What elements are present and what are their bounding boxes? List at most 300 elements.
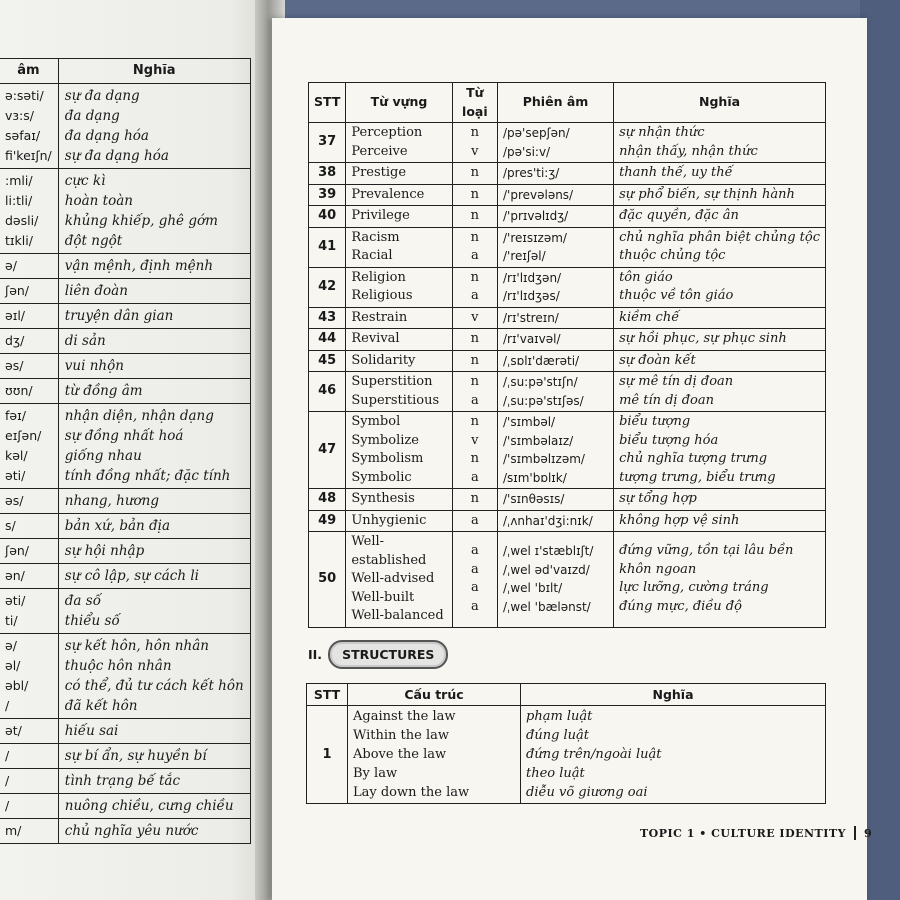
row-number: 46 xyxy=(309,372,346,412)
phonetic-cell xyxy=(497,123,613,163)
meaning-text: khôn ngoan xyxy=(619,561,697,577)
phonetic-text: /ˌwel 'bælənst/ xyxy=(502,599,591,614)
meaning-text: sự đồng nhất hoá xyxy=(64,428,184,444)
meaning-text: sự mê tín dị đoan xyxy=(619,374,734,389)
meaning-text: diễu võ giương oai xyxy=(526,785,648,800)
phonetic-text: /sɪm'bɒlɪk/ xyxy=(502,470,567,485)
meaning-cell xyxy=(58,589,250,634)
phonetic-text: / xyxy=(5,748,10,763)
meaning-text: sự hồi phục, sự phục sinh xyxy=(619,331,787,346)
structure-text: Above the law xyxy=(353,747,447,762)
structures-header-meaning: Nghĩa xyxy=(521,684,826,706)
phonetic-text: /ˌʌnhaɪ'dʒi:nɪk/ xyxy=(502,513,593,528)
meaning-text: nhận diện, nhận dạng xyxy=(64,408,214,424)
phonetic-text: ən/ xyxy=(5,568,25,583)
meaning-text: tượng trưng, biểu trưng xyxy=(619,469,776,485)
meaning-text: vui nhộn xyxy=(64,358,124,374)
word-cell xyxy=(346,412,452,489)
table-row xyxy=(0,744,250,769)
meaning-cell xyxy=(58,329,250,354)
meaning-cell xyxy=(58,354,250,379)
vocab-word: Religion xyxy=(351,269,406,285)
phonetic-text: / xyxy=(5,773,10,788)
vocab-word: Religious xyxy=(351,288,413,303)
part-of-speech: n xyxy=(470,451,480,466)
phonetic-cell xyxy=(0,794,58,819)
meaning-text: đã kết hôn xyxy=(64,698,138,714)
structure-text: By law xyxy=(353,766,398,781)
word-cell xyxy=(346,163,452,185)
vocab-word: Restrain xyxy=(351,309,408,325)
part-of-speech: a xyxy=(470,512,479,528)
meaning-text: sự phổ biến, sự thịnh hành xyxy=(619,186,795,202)
phonetic-text: ə/ xyxy=(5,638,17,653)
phonetic-text: /'sɪmbəlaɪz/ xyxy=(502,433,574,448)
phonetic-text: eɪʃən/ xyxy=(5,428,42,443)
phonetic-text: /ˌsu:pə'stɪʃn/ xyxy=(502,375,578,389)
meaning-text: sự đa dạng xyxy=(64,88,140,104)
table-row xyxy=(309,489,826,511)
meaning-text: sự đa dạng hóa xyxy=(64,148,169,164)
pos-cell xyxy=(452,123,497,163)
table-row xyxy=(0,514,250,539)
meaning-text: tính đồng nhất; đặc tính xyxy=(64,468,231,484)
phonetic-text: s/ xyxy=(5,518,16,533)
meaning-cell xyxy=(614,329,826,351)
meaning-cell xyxy=(614,123,826,163)
meaning-cell xyxy=(58,744,250,769)
phonetic-cell xyxy=(0,539,58,564)
phonetic-cell xyxy=(0,769,58,794)
phonetic-cell xyxy=(497,412,613,489)
table-row xyxy=(0,169,250,254)
meaning-cell xyxy=(614,227,826,267)
meaning-text: sự nhận thức xyxy=(619,125,705,140)
phonetic-text: ʊʊn/ xyxy=(5,383,33,398)
left-header-meaning: Nghĩa xyxy=(58,59,250,84)
part-of-speech: n xyxy=(470,491,480,506)
meaning-cell xyxy=(58,769,250,794)
meaning-text: đa dạng hóa xyxy=(64,128,149,144)
part-of-speech: a xyxy=(470,580,479,596)
meaning-cell xyxy=(58,539,250,564)
word-cell xyxy=(346,489,452,511)
section-title: STRUCTURES xyxy=(328,640,448,669)
meaning-text: chủ nghĩa tượng trưng xyxy=(619,451,768,466)
phonetic-text: əti/ xyxy=(5,468,26,483)
word-cell xyxy=(346,350,452,372)
pos-cell xyxy=(452,163,497,185)
table-row xyxy=(309,307,826,329)
pos-cell xyxy=(452,206,497,228)
pos-cell xyxy=(452,329,497,351)
part-of-speech: n xyxy=(470,186,480,202)
phonetic-text: / xyxy=(5,798,10,813)
phonetic-text: /pə'sepʃən/ xyxy=(502,126,570,140)
meaning-text: đa số xyxy=(64,593,101,609)
phonetic-text: səfaɪ/ xyxy=(5,128,41,143)
meaning-text: chủ nghĩa yêu nước xyxy=(64,823,199,839)
phonetic-text: /'prɪvəlɪdʒ/ xyxy=(502,209,569,223)
meaning-text: cực kì xyxy=(64,173,106,189)
vocab-word: Privilege xyxy=(351,208,410,223)
table-row xyxy=(0,539,250,564)
table-row xyxy=(0,769,250,794)
phonetic-text: ʃən/ xyxy=(5,543,30,558)
meaning-cell xyxy=(58,489,250,514)
meaning-text: theo luật xyxy=(526,766,585,781)
meaning-cell xyxy=(614,412,826,489)
left-header-phonetic: âm xyxy=(0,59,58,84)
phonetic-cell xyxy=(0,564,58,589)
structures-header-structure: Cấu trúc xyxy=(348,684,521,706)
meaning-text: lực lưỡng, cường tráng xyxy=(619,580,769,596)
vocab-word: Solidarity xyxy=(351,352,416,368)
phonetic-text: əl/ xyxy=(5,658,21,673)
table-row xyxy=(0,794,250,819)
meaning-cell xyxy=(521,706,826,804)
section-heading xyxy=(306,638,448,670)
part-of-speech: v xyxy=(471,309,479,325)
phonetic-text: /ˌwel əd'vaɪzd/ xyxy=(502,562,590,577)
table-row xyxy=(309,163,826,185)
part-of-speech: n xyxy=(470,269,480,285)
phonetic-text: fəɪ/ xyxy=(5,408,26,423)
phonetic-cell xyxy=(0,354,58,379)
phonetic-cell xyxy=(0,589,58,634)
phonetic-text: əs/ xyxy=(5,358,24,373)
part-of-speech: v xyxy=(471,432,479,448)
word-cell xyxy=(346,123,452,163)
word-cell xyxy=(346,267,452,307)
phonetic-text: ti/ xyxy=(5,613,18,628)
phonetic-cell xyxy=(497,227,613,267)
part-of-speech: a xyxy=(470,392,479,408)
phonetic-cell xyxy=(497,184,613,206)
phonetic-cell xyxy=(0,489,58,514)
vocab-word: Perception xyxy=(351,125,423,140)
meaning-cell xyxy=(614,489,826,511)
phonetic-text: kəl/ xyxy=(5,448,28,463)
part-of-speech: n xyxy=(470,331,480,346)
meaning-cell xyxy=(58,794,250,819)
phonetic-cell xyxy=(0,634,58,719)
meaning-text: nhang, hương xyxy=(64,493,159,509)
row-number: 40 xyxy=(309,206,346,228)
part-of-speech: a xyxy=(470,543,479,559)
phonetic-cell xyxy=(497,206,613,228)
meaning-cell xyxy=(614,532,826,628)
meaning-text: hiếu sai xyxy=(64,723,119,739)
phonetic-text: /ˌsɒlɪ'dærəti/ xyxy=(502,353,580,368)
meaning-text: có thể, đủ tư cách kết hôn xyxy=(64,678,244,694)
phonetic-text: /rɪ'lɪdʒəs/ xyxy=(502,289,560,303)
meaning-text: nuông chiều, cưng chiều xyxy=(64,798,234,814)
meaning-cell xyxy=(58,514,250,539)
table-row xyxy=(309,123,826,163)
meaning-text: tôn giáo xyxy=(619,269,673,285)
row-number: 44 xyxy=(309,329,346,351)
phonetic-text: /rɪ'lɪdʒən/ xyxy=(502,270,562,285)
meaning-text: từ đồng âm xyxy=(64,383,143,399)
pos-cell xyxy=(452,350,497,372)
meaning-cell xyxy=(58,404,250,489)
left-vocab-table xyxy=(0,58,251,844)
phonetic-text: :mli/ xyxy=(5,173,33,188)
section-number: II. xyxy=(308,646,323,662)
meaning-cell xyxy=(614,206,826,228)
word-cell xyxy=(346,307,452,329)
pos-cell xyxy=(452,184,497,206)
meaning-cell xyxy=(58,819,250,844)
meaning-cell xyxy=(58,84,250,169)
phonetic-text: əbl/ xyxy=(5,678,29,693)
word-cell xyxy=(346,329,452,351)
phonetic-cell xyxy=(497,350,613,372)
row-number: 47 xyxy=(309,412,346,489)
phonetic-cell xyxy=(0,254,58,279)
meaning-text: khủng khiếp, ghê gớm xyxy=(64,213,218,229)
phonetic-cell xyxy=(497,307,613,329)
vocab-word: Symbolism xyxy=(351,451,424,466)
structure-text: Against the law xyxy=(353,709,456,724)
meaning-text: phạm luật xyxy=(526,709,593,724)
vocab-word: Synthesis xyxy=(351,491,415,506)
left-table-header xyxy=(0,59,250,84)
table-row xyxy=(309,350,826,372)
row-number: 45 xyxy=(309,350,346,372)
meaning-cell xyxy=(58,564,250,589)
vocab-header-row xyxy=(309,83,826,123)
table-row xyxy=(0,304,250,329)
phonetic-text: / xyxy=(5,698,10,713)
phonetic-text: əti/ xyxy=(5,593,26,608)
phonetic-text: /'sɪmbəlɪzəm/ xyxy=(502,452,585,466)
phonetic-cell xyxy=(0,514,58,539)
phonetic-text: /'sɪmbəl/ xyxy=(502,415,556,429)
word-cell xyxy=(346,206,452,228)
structures-table xyxy=(306,683,826,804)
phonetic-text: li:tli/ xyxy=(5,193,33,208)
vocab-header-word: Từ vựng xyxy=(346,83,452,123)
vocab-word: Revival xyxy=(351,331,400,346)
pos-cell xyxy=(452,412,497,489)
phonetic-text: ət/ xyxy=(5,723,22,738)
table-row xyxy=(0,719,250,744)
table-row xyxy=(309,267,826,307)
vocab-word: Racism xyxy=(351,229,400,245)
table-row xyxy=(0,379,250,404)
phonetic-text: /ˌsu:pə'stɪʃəs/ xyxy=(502,393,584,408)
table-row xyxy=(309,372,826,412)
part-of-speech: n xyxy=(470,125,480,140)
phonetic-text: dʒ/ xyxy=(5,333,25,348)
vocab-word: Unhygienic xyxy=(351,512,427,528)
part-of-speech: a xyxy=(470,248,479,263)
row-number: 48 xyxy=(309,489,346,511)
meaning-cell xyxy=(614,510,826,532)
row-number: 38 xyxy=(309,163,346,185)
word-cell xyxy=(346,227,452,267)
phonetic-cell xyxy=(0,744,58,769)
phonetic-cell xyxy=(497,163,613,185)
meaning-text: di sản xyxy=(64,333,106,349)
structure-text: Within the law xyxy=(353,728,450,743)
pos-cell xyxy=(452,267,497,307)
phonetic-cell xyxy=(0,819,58,844)
pos-cell xyxy=(452,532,497,628)
part-of-speech: a xyxy=(470,469,479,485)
phonetic-text: /pə'si:v/ xyxy=(502,144,551,159)
pos-cell xyxy=(452,227,497,267)
meaning-text: đột ngột xyxy=(64,233,123,249)
vocab-word: Prestige xyxy=(351,165,407,180)
meaning-cell xyxy=(58,169,250,254)
meaning-text: thuộc hôn nhân xyxy=(64,658,172,674)
meaning-cell xyxy=(614,307,826,329)
meaning-text: sự cô lập, sự cách li xyxy=(64,568,199,584)
meaning-cell xyxy=(614,184,826,206)
row-number: 41 xyxy=(309,227,346,267)
phonetic-text: /ˌwel 'bɪlt/ xyxy=(502,581,563,596)
structures-header-stt: STT xyxy=(307,684,348,706)
meaning-text: đặc quyền, đặc ân xyxy=(619,208,739,223)
meaning-text: liên đoàn xyxy=(64,283,128,299)
phonetic-text: /'sɪnθəsɪs/ xyxy=(502,492,565,506)
part-of-speech: n xyxy=(470,414,480,429)
meaning-text: đúng luật xyxy=(526,728,590,743)
phonetic-cell xyxy=(0,719,58,744)
meaning-text: đa dạng xyxy=(64,108,120,124)
meaning-text: không hợp vệ sinh xyxy=(619,512,740,528)
phonetic-cell xyxy=(0,279,58,304)
footer-topic: TOPIC 1 • CULTURE IDENTITY xyxy=(640,826,846,840)
meaning-text: sự hội nhập xyxy=(64,543,145,559)
meaning-cell xyxy=(58,379,250,404)
meaning-text: đứng vững, tồn tại lâu bền xyxy=(619,543,794,559)
word-cell xyxy=(346,372,452,412)
meaning-cell xyxy=(614,350,826,372)
meaning-text: biểu tượng hóa xyxy=(619,432,719,448)
vocab-table xyxy=(308,82,826,628)
pos-cell xyxy=(452,372,497,412)
meaning-text: sự kết hôn, hôn nhân xyxy=(64,638,209,654)
phonetic-cell xyxy=(497,489,613,511)
structure-cell xyxy=(348,706,521,804)
word-cell xyxy=(346,532,452,628)
vocab-word: Symbolic xyxy=(351,469,412,485)
meaning-text: kiềm chế xyxy=(619,309,680,325)
vocab-word: Superstition xyxy=(351,374,433,389)
meaning-text: thanh thế, uy thế xyxy=(619,165,733,180)
vocab-word: Well-built xyxy=(351,589,415,605)
table-row xyxy=(307,706,826,804)
pos-cell xyxy=(452,510,497,532)
phonetic-text: /'reɪʃəl/ xyxy=(502,249,546,263)
phonetic-text: m/ xyxy=(5,823,22,838)
meaning-cell xyxy=(58,279,250,304)
phonetic-cell xyxy=(0,169,58,254)
phonetic-cell xyxy=(0,84,58,169)
part-of-speech: n xyxy=(470,374,480,389)
meaning-text: thuộc chủng tộc xyxy=(619,248,726,263)
meaning-text: sự đoàn kết xyxy=(619,352,696,368)
phonetic-text: ə:səti/ xyxy=(5,88,44,103)
meaning-text: giống nhau xyxy=(64,448,142,464)
table-row xyxy=(309,412,826,489)
table-row xyxy=(309,329,826,351)
vocab-word: Racial xyxy=(351,248,393,263)
phonetic-cell xyxy=(497,329,613,351)
table-row xyxy=(0,819,250,844)
meaning-text: sự tổng hợp xyxy=(619,491,697,506)
structures-header-row xyxy=(307,684,826,706)
phonetic-text: ʃən/ xyxy=(5,283,30,298)
vocab-word: Perceive xyxy=(351,143,408,159)
vocab-word: Symbolize xyxy=(351,432,419,448)
vocab-word: Symbol xyxy=(351,414,401,429)
meaning-cell xyxy=(58,719,250,744)
row-number: 1 xyxy=(307,706,348,804)
phonetic-text: vɜ:s/ xyxy=(5,108,34,123)
table-row xyxy=(309,510,826,532)
phonetic-cell xyxy=(0,379,58,404)
footer-divider xyxy=(854,826,856,840)
phonetic-text: fi'keɪʃn/ xyxy=(5,148,52,163)
vocab-word: Well-balanced xyxy=(351,608,444,623)
meaning-cell xyxy=(58,304,250,329)
phonetic-text: tɪkli/ xyxy=(5,233,33,248)
row-number: 43 xyxy=(309,307,346,329)
table-row xyxy=(0,329,250,354)
phonetic-text: əs/ xyxy=(5,493,24,508)
part-of-speech: n xyxy=(470,208,480,223)
phonetic-text: dəsli/ xyxy=(5,213,39,228)
phonetic-text: /'prevələns/ xyxy=(502,187,574,202)
row-number: 42 xyxy=(309,267,346,307)
phonetic-text: /rɪ'vaɪvəl/ xyxy=(502,332,561,346)
phonetic-cell xyxy=(0,404,58,489)
vocab-word: Prevalence xyxy=(351,186,425,202)
phonetic-cell xyxy=(0,329,58,354)
row-number: 50 xyxy=(309,532,346,628)
meaning-cell xyxy=(58,254,250,279)
row-number: 37 xyxy=(309,123,346,163)
meaning-text: tình trạng bế tắc xyxy=(64,773,181,789)
table-row xyxy=(309,227,826,267)
meaning-text: truyện dân gian xyxy=(64,308,174,324)
phonetic-cell xyxy=(497,510,613,532)
phonetic-text: ə/ xyxy=(5,258,17,273)
part-of-speech: a xyxy=(470,561,479,577)
meaning-cell xyxy=(58,634,250,719)
table-row xyxy=(0,279,250,304)
structure-text: Lay down the law xyxy=(353,785,470,800)
word-cell xyxy=(346,184,452,206)
table-row xyxy=(0,489,250,514)
word-cell xyxy=(346,510,452,532)
phonetic-cell xyxy=(497,267,613,307)
phonetic-text: /rɪ'streɪn/ xyxy=(502,310,559,325)
phonetic-text: /ˌwel ɪ'stæblɪʃt/ xyxy=(502,544,594,559)
phonetic-cell xyxy=(497,532,613,628)
part-of-speech: n xyxy=(470,165,480,180)
meaning-text: hoàn toàn xyxy=(64,193,133,209)
meaning-text: thiểu số xyxy=(64,613,120,629)
meaning-text: biểu tượng xyxy=(619,414,691,429)
meaning-cell xyxy=(614,372,826,412)
meaning-text: mê tín dị đoan xyxy=(619,392,714,408)
